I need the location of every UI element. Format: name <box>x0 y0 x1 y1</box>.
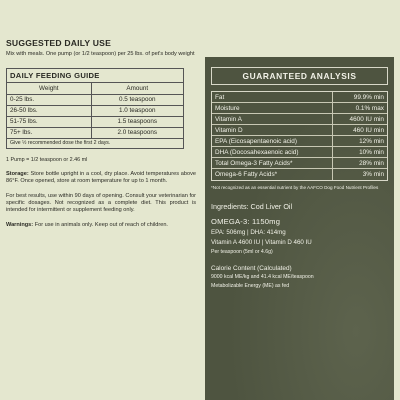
nutrient-value: 4600 IU min <box>332 114 384 124</box>
epa-dha-line: EPA: 506mg | DHA: 414mg <box>211 229 286 236</box>
analysis-row <box>212 92 387 103</box>
feeding-table <box>7 83 183 139</box>
nutrient-value: 10% min <box>332 147 384 157</box>
amount-header: Amount <box>91 83 183 94</box>
nutrient-value: 28% min <box>332 158 384 168</box>
nutrient-name: Vitamin D <box>215 126 243 134</box>
analysis-row <box>212 147 387 158</box>
amount-cell: 0.5 teaspoon <box>91 94 183 105</box>
warnings-label: Warnings: <box>6 221 34 228</box>
nutrient-name: Vitamin A <box>215 115 242 123</box>
nutrient-name: Moisture <box>215 104 240 112</box>
nutrient-value: 460 IU min <box>332 125 384 135</box>
analysis-row <box>212 158 387 169</box>
warnings-paragraph <box>6 222 196 229</box>
amount-cell: 2.0 teaspoons <box>91 127 183 138</box>
left-column <box>6 38 196 229</box>
calorie-line-2: Metabolizable Energy (ME) as fed <box>211 282 290 289</box>
analysis-row <box>212 169 387 180</box>
warnings-text: For use in animals only. Keep out of reach of children. <box>33 221 168 228</box>
table-row <box>7 94 183 105</box>
table-row <box>7 116 183 127</box>
half-dose-note: Give ½ recommended dose the first 2 days. <box>10 139 111 146</box>
calorie-line-1: 9000 kcal ME/kg and 41.4 kcal ME/teaspoon <box>211 274 314 280</box>
nutrient-value: 99.9% min <box>332 92 384 102</box>
analysis-table <box>211 91 388 181</box>
weight-cell: 26-50 lbs. <box>7 105 91 116</box>
analysis-row <box>212 114 387 125</box>
suggested-use-title: SUGGESTED DAILY USE <box>6 38 112 48</box>
table-row <box>7 105 183 116</box>
weight-cell: 0-25 lbs. <box>7 94 91 105</box>
amount-cell: 1.0 teaspoon <box>91 105 183 116</box>
calorie-title: Calorie Content (Calculated) <box>211 265 292 272</box>
weight-header: Weight <box>7 83 91 94</box>
analysis-row <box>212 136 387 147</box>
weight-cell: 51-75 lbs. <box>7 116 91 127</box>
nutrient-value: 12% min <box>332 136 384 146</box>
analysis-panel <box>205 57 394 400</box>
nutrient-value: 0.1% max <box>332 103 384 113</box>
ingredients-line: Ingredients: Cod Liver Oil <box>211 202 293 211</box>
nutrient-name: Omega-6 Fatty Acids* <box>215 171 278 178</box>
analysis-title: GUARANTEED ANALYSIS <box>211 67 388 85</box>
storage-text: Store bottle upright in a cool, dry place. Avoid temperatures above 86°F. Once opened, store at room temperature for up to 1 month. <box>6 170 196 184</box>
results-paragraph: For best results, use within 90 days of opening. Consult your veterinarian for specific dosages. Not recognized as a complete diet. This product is intended for intermittent or supplement feeding only. <box>6 192 196 213</box>
storage-label: Storage: <box>6 170 29 177</box>
aafco-note: *Not recognized as an essential nutrient by the AAFCO Dog Food Nutrient Profiles <box>211 185 379 190</box>
nutrient-name: EPA (Eicosapentaenoic acid) <box>215 137 297 145</box>
storage-paragraph <box>6 171 196 185</box>
analysis-row <box>212 125 387 136</box>
amount-cell: 1.5 teaspoons <box>91 116 183 127</box>
table-header-row <box>7 83 183 94</box>
vitamins-line: Vitamin A 4600 IU | Vitamin D 460 IU <box>211 239 312 246</box>
weight-cell: 75+ lbs. <box>7 127 91 138</box>
nutrient-name: Total Omega-3 Fatty Acids* <box>215 159 293 167</box>
nutrient-name: DHA (Docosahexaenoic acid) <box>215 148 299 156</box>
analysis-row <box>212 103 387 114</box>
nutrient-value: 3% min <box>332 169 384 180</box>
table-row <box>7 127 183 138</box>
per-teaspoon-line: Per teaspoon (5ml or 4.6g) <box>211 249 273 255</box>
omega3-line: OMEGA-3: 1150mg <box>211 217 281 226</box>
feeding-guide-title: DAILY FEEDING GUIDE <box>7 69 183 83</box>
suggested-use-text: Mix with meals. One pump (or 1/2 teaspoon) per 25 lbs. of pet's body weight <box>6 51 195 57</box>
nutrient-name: Fat <box>215 93 225 101</box>
feeding-guide-table <box>6 68 184 149</box>
pump-conversion: 1 Pump = 1/2 teaspoon or 2.46 ml <box>6 156 88 163</box>
